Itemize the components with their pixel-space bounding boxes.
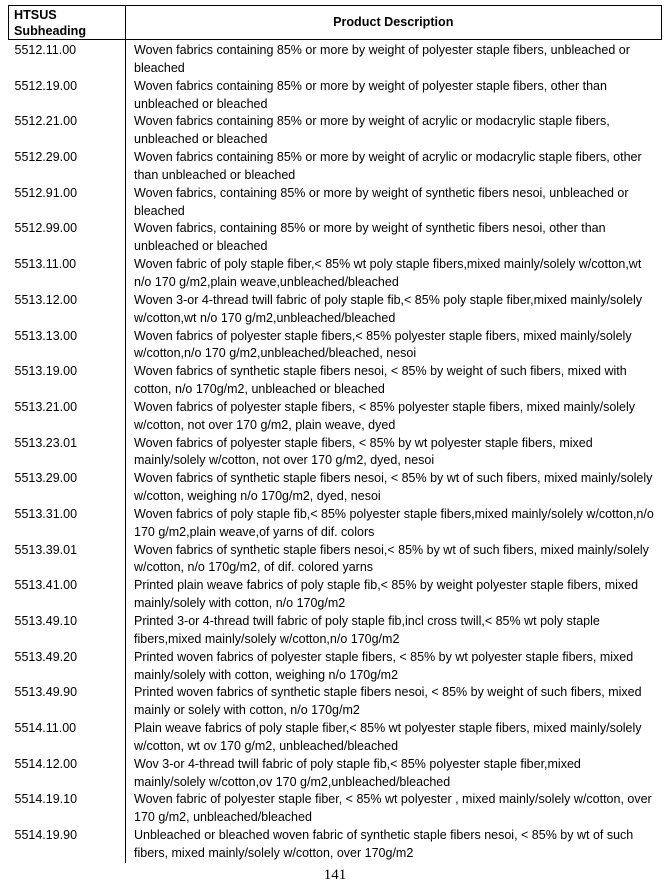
- product-description-cell: Woven fabrics of polyester staple fibers, < 85% polyester staple fibers, mixed mainly/solely w/cotton, not over 170 g/m2, plain weave, dyed: [125, 399, 662, 435]
- table-row: [8, 328, 662, 364]
- table-row: [8, 506, 662, 542]
- table-row: [8, 149, 662, 185]
- htsus-subheading-cell: 5512.29.00: [14, 150, 78, 165]
- htsus-subheading-cell: 5513.21.00: [14, 399, 78, 414]
- col-header-htsus-subheading: HTSUS Subheading: [14, 8, 87, 38]
- table-row: [8, 791, 662, 827]
- product-description-cell: Woven fabrics, containing 85% or more by weight of synthetic fibers nesoi, unbleached or bleached: [125, 185, 662, 221]
- htsus-subheading-cell: 5514.19.90: [14, 828, 78, 843]
- table-row: [8, 185, 662, 221]
- htsus-subheading-cell: 5512.11.00: [14, 43, 77, 57]
- page-number: 141: [323, 867, 347, 883]
- product-description-cell: Woven fabrics, containing 85% or more by weight of synthetic fibers nesoi, other than unbleached or bleached: [125, 220, 662, 256]
- htsus-subheading-cell: 5513.31.00: [14, 506, 78, 521]
- table-row: [8, 613, 662, 649]
- htsus-subheading-cell: 5513.49.90: [14, 685, 78, 700]
- htsus-subheading-cell: 5513.49.20: [14, 649, 78, 664]
- htsus-subheading-cell: 5512.19.00: [14, 78, 78, 93]
- htsus-subheading-cell: 5513.11.00: [14, 257, 77, 272]
- product-description-cell: Woven fabrics of polyester staple fibers,< 85% polyester staple fibers, mixed mainly/solely w/cotton,n/o 170 g/m2,unbleached/bleached, nesoi: [125, 328, 662, 364]
- htsus-product-table: [8, 5, 662, 863]
- htsus-subheading-cell: 5513.13.00: [14, 328, 78, 343]
- product-description-cell: Plain weave fabrics of poly staple fiber,< 85% wt polyester staple fibers, mixed mainly/solely w/cotton, wt ov 170 g/m2, unbleached/bleached: [125, 720, 662, 756]
- product-description-cell: Printed 3-or 4-thread twill fabric of poly staple fib,incl cross twill,< 85% wt poly staple fibers,mixed mainly/solely w/cotton,n/o 170g/m2: [125, 613, 662, 649]
- product-description-cell: Woven fabric of poly staple fiber,< 85% wt poly staple fibers,mixed mainly/solely w/cotton,wt n/o 170 g/m2,plain weave,unbleached/bleached: [125, 256, 662, 292]
- htsus-subheading-cell: 5513.12.00: [14, 292, 78, 307]
- htsus-subheading-cell: 5512.21.00: [14, 114, 78, 129]
- table-row: [8, 292, 662, 328]
- product-description-cell: Woven fabrics of synthetic staple fibers nesoi, < 85% by weight of such fibers, mixed with cotton, n/o 170g/m2, unbleached or bleached: [125, 363, 662, 399]
- col-header-product-description: Product Description: [125, 6, 662, 39]
- htsus-subheading-cell: 5512.99.00: [14, 221, 78, 236]
- table-row: [8, 684, 662, 720]
- product-description-cell: Woven fabrics of poly staple fib,< 85% polyester staple fibers,mixed mainly/solely w/cotton,n/o 170 g/m2,plain weave,of yarns of dif. colors: [125, 506, 662, 542]
- htsus-subheading-cell: 5513.23.01: [14, 435, 78, 450]
- htsus-subheading-cell: 5513.49.10: [14, 614, 78, 628]
- product-description-cell: Woven 3-or 4-thread twill fabric of poly staple fib,< 85% poly staple fiber,mixed mainly/solely w/cotton,wt n/o 170 g/m2,unbleached/bleached: [125, 292, 662, 328]
- product-description-cell: Printed woven fabrics of synthetic staple fibers nesoi, < 85% by weight of such fibers, mixed mainly or solely with cotton, n/o 170g/m2: [125, 684, 662, 720]
- table-row: [8, 720, 662, 756]
- product-description-cell: Woven fabrics containing 85% or more by weight of acrylic or modacrylic staple fibers, unbleached or bleached: [125, 113, 662, 149]
- table-row: [8, 827, 662, 863]
- table-row: [8, 577, 662, 613]
- table-row: [8, 542, 662, 578]
- table-row: [8, 220, 662, 256]
- htsus-subheading-cell: 5514.11.00: [14, 721, 77, 736]
- table-row: [8, 756, 662, 792]
- product-description-cell: Woven fabrics containing 85% or more by weight of polyester staple fibers, unbleached or bleached: [125, 40, 662, 78]
- table-body: [8, 40, 662, 863]
- table-row: [8, 470, 662, 506]
- htsus-subheading-cell: 5514.19.10: [14, 792, 78, 807]
- table-row: [8, 40, 662, 78]
- htsus-subheading-cell: 5513.29.00: [14, 471, 78, 486]
- table-row: [8, 435, 662, 471]
- table-row: [8, 363, 662, 399]
- htsus-subheading-cell: 5513.41.00: [14, 578, 78, 593]
- product-description-cell: Printed woven fabrics of polyester staple fibers, < 85% by wt polyester staple fibers, mixed mainly/solely with cotton, weighing n/o 170g/m2: [125, 649, 662, 685]
- table-row: [8, 256, 662, 292]
- product-description-cell: Woven fabrics of synthetic staple fibers nesoi, < 85% by wt of such fibers, mixed mainly/solely w/cotton, weighing n/o 170g/m2, dyed, nesoi: [125, 470, 662, 506]
- product-description-cell: Woven fabrics of synthetic staple fibers nesoi,< 85% by wt of such fibers, mixed mainly/solely w/cotton, n/o 170g/m2, of dif. colored yarns: [125, 542, 662, 578]
- product-description-cell: Wov 3-or 4-thread twill fabric of poly staple fib,< 85% polyester staple fiber,mixed mainly/solely w/cotton,ov 170 g/m2,unbleached/bleached: [125, 756, 662, 792]
- htsus-subheading-cell: 5514.12.00: [14, 756, 78, 771]
- product-description-cell: Unbleached or bleached woven fabric of synthetic staple fibers nesoi, < 85% by wt of such fibers, mixed mainly/solely w/cotton, over 170g/m2: [125, 827, 662, 863]
- product-description-cell: Woven fabrics containing 85% or more by weight of polyester staple fibers, other than unbleached or bleached: [125, 78, 662, 114]
- htsus-subheading-cell: 5513.39.01: [14, 542, 78, 557]
- product-description-cell: Printed plain weave fabrics of poly staple fib,< 85% by weight polyester staple fibers, mixed mainly/solely with cotton, n/o 170g/m2: [125, 577, 662, 613]
- product-description-cell: Woven fabrics of polyester staple fibers, < 85% by wt polyester staple fibers, mixed mainly/solely w/cotton, not over 170 g/m2, dyed, nesoi: [125, 435, 662, 471]
- table-row: [8, 78, 662, 114]
- product-description-cell: Woven fabrics containing 85% or more by weight of acrylic or modacrylic staple fibers, other than unbleached or bleached: [125, 149, 662, 185]
- table-row: [8, 399, 662, 435]
- table-row: [8, 113, 662, 149]
- table-row: [8, 649, 662, 685]
- htsus-subheading-cell: 5513.19.00: [14, 364, 78, 379]
- table-header-row: [8, 5, 662, 40]
- htsus-subheading-cell: 5512.91.00: [14, 185, 78, 200]
- product-description-cell: Woven fabric of polyester staple fiber, < 85% wt polyester , mixed mainly/solely w/cotton, over 170 g/m2, unbleached/bleached: [125, 791, 662, 827]
